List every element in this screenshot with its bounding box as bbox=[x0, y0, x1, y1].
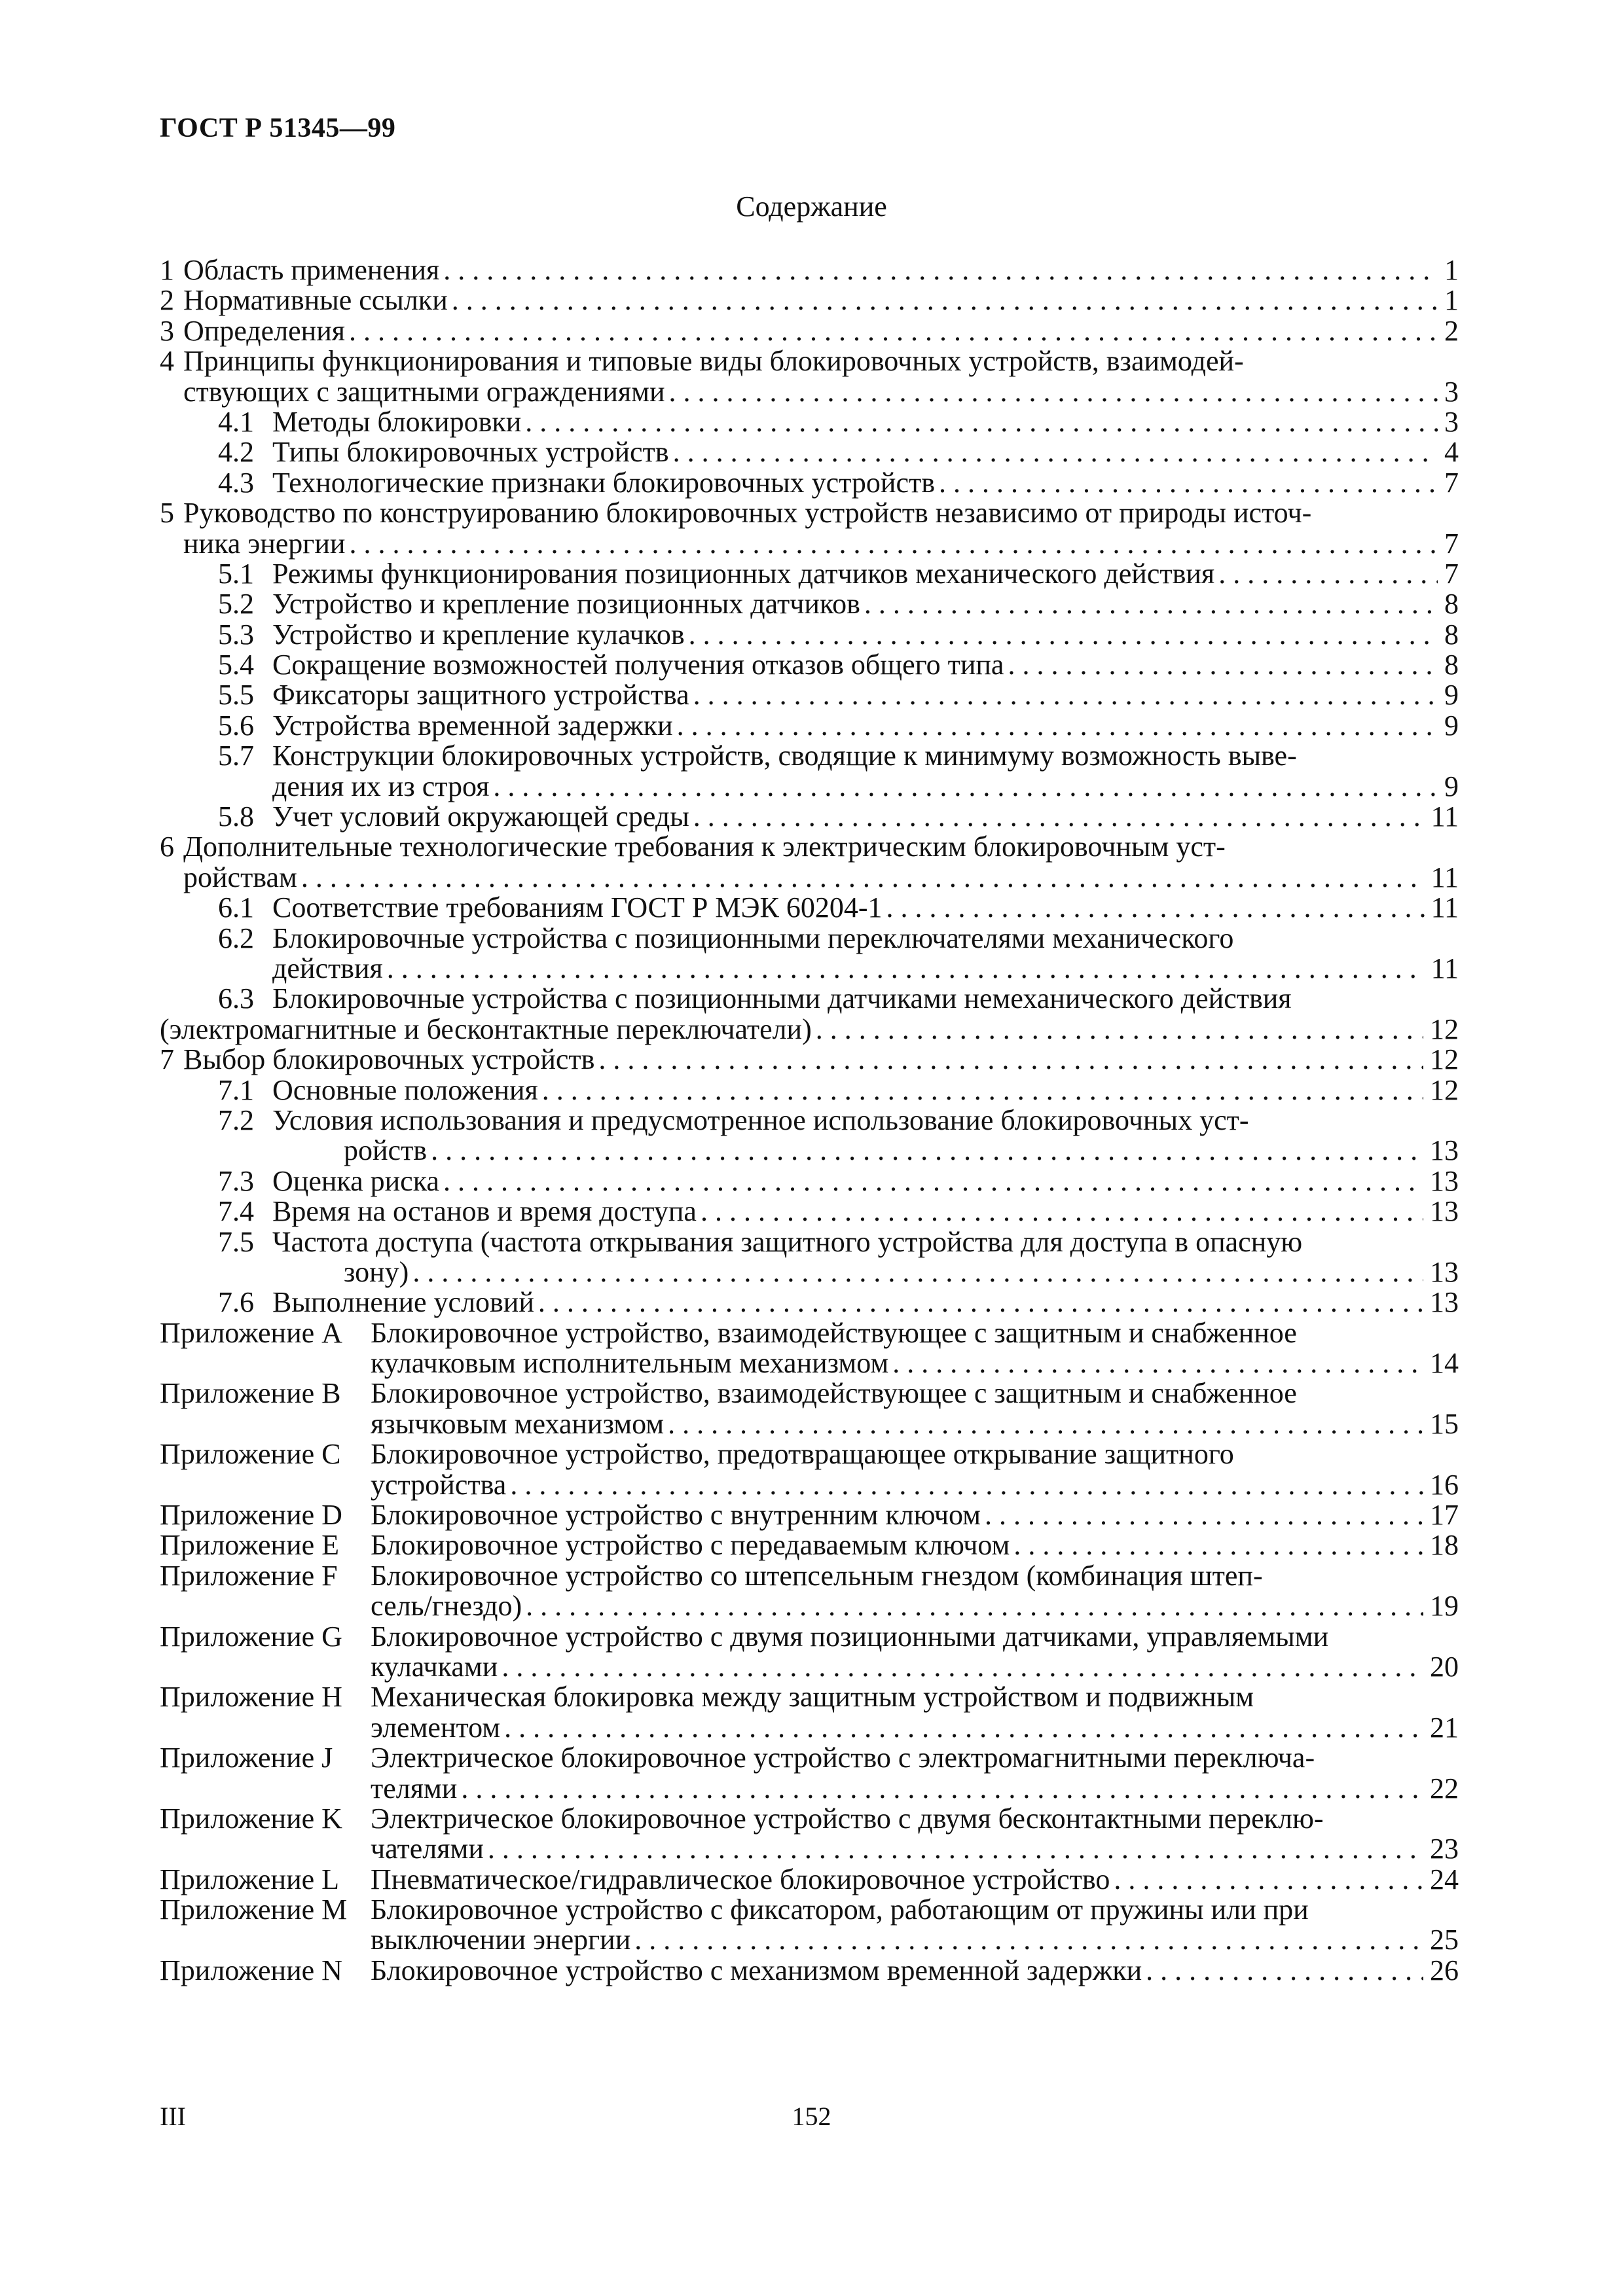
toc-entry-label: кулачками bbox=[371, 1650, 498, 1683]
toc-line bbox=[0, 1287, 1623, 1318]
dot-leader bbox=[673, 711, 1438, 741]
toc-entry bbox=[371, 1956, 1459, 1986]
toc-page-number: 7 bbox=[1444, 557, 1459, 590]
toc-entry-label: Блокировочное устройство, взаимодействующее с защитным и снабженное bbox=[371, 1316, 1297, 1349]
toc-line bbox=[0, 1257, 1623, 1287]
dot-leader bbox=[522, 1591, 1423, 1621]
toc-entry-label: Режимы функционирования позиционных датчиков механического действия bbox=[272, 557, 1215, 590]
toc-number: 2 bbox=[160, 284, 174, 317]
toc-number: Приложение C bbox=[160, 1438, 341, 1471]
toc-page-number: 13 bbox=[1430, 1255, 1459, 1288]
toc-page-number: 7 bbox=[1444, 466, 1459, 499]
toc-page-number: 14 bbox=[1430, 1347, 1459, 1380]
toc-entry-label: зону) bbox=[344, 1255, 409, 1288]
toc-entry bbox=[272, 802, 1459, 832]
toc-number: 5.1 bbox=[218, 557, 254, 590]
toc-page-number: 3 bbox=[1444, 405, 1459, 438]
toc-page-number: 19 bbox=[1430, 1590, 1459, 1623]
toc-page-number: 12 bbox=[1430, 1073, 1459, 1106]
toc-line bbox=[0, 589, 1623, 619]
dot-leader bbox=[448, 285, 1438, 315]
dot-leader bbox=[689, 680, 1438, 710]
toc-entry-label: Блокировочное устройство с передаваемым ключом bbox=[371, 1529, 1010, 1562]
dot-leader bbox=[883, 893, 1425, 923]
toc-entry-label: ствующих с защитными ограждениями bbox=[183, 375, 665, 408]
toc-entry-label: Руководство по конструированию блокировочных устройств независимо от природы источ- bbox=[183, 497, 1312, 529]
toc-line bbox=[0, 1439, 1623, 1469]
toc-entry bbox=[272, 437, 1459, 467]
toc-line bbox=[0, 802, 1623, 832]
toc-entry-label: Дополнительные технологические требования к электрическим блокировочным уст- bbox=[183, 831, 1226, 863]
toc-number: 7.5 bbox=[218, 1225, 254, 1258]
toc-number: 4.3 bbox=[218, 466, 254, 499]
toc-entry-label: Выполнение условий bbox=[272, 1286, 534, 1319]
toc-page-number: 11 bbox=[1431, 861, 1459, 893]
toc-entry-label: Время на останов и время доступа bbox=[272, 1195, 697, 1228]
toc-line bbox=[0, 1136, 1623, 1166]
toc-line bbox=[0, 559, 1623, 589]
toc-number: 3 bbox=[160, 314, 174, 347]
toc-line bbox=[0, 316, 1623, 346]
toc-entry-label: Устройства временной задержки bbox=[272, 709, 673, 742]
toc-entry-label: Блокировочное устройство со штепсельным гнездом (комбинация штеп- bbox=[371, 1559, 1263, 1592]
toc-entry bbox=[272, 711, 1459, 741]
dot-leader bbox=[669, 437, 1438, 467]
toc-entry bbox=[371, 1409, 1459, 1439]
dot-leader bbox=[594, 1045, 1423, 1075]
toc-entry-label: Типы блокировочных устройств bbox=[272, 436, 669, 469]
toc-page-number: 7 bbox=[1444, 527, 1459, 560]
toc-entry-label: выключении энергии bbox=[371, 1924, 631, 1956]
toc-number: 4.1 bbox=[218, 405, 254, 438]
toc-line bbox=[0, 437, 1623, 467]
toc-page-number: 8 bbox=[1444, 588, 1459, 620]
toc-line bbox=[0, 255, 1623, 285]
toc-entry-label: Определения bbox=[183, 314, 346, 347]
toc-page-number: 9 bbox=[1444, 709, 1459, 742]
toc-line bbox=[0, 285, 1623, 315]
toc-entry-label: телями bbox=[371, 1772, 458, 1804]
toc-entry bbox=[183, 529, 1459, 559]
toc-entry bbox=[344, 1136, 1459, 1166]
toc-entry bbox=[371, 1652, 1459, 1682]
toc-entry-label: Блокировочные устройства с позиционными датчиками немеханического действия bbox=[272, 982, 1292, 1015]
toc-entry-label: Устройство и крепление кулачков bbox=[272, 618, 685, 651]
dot-leader bbox=[689, 802, 1425, 832]
toc-page-number: 24 bbox=[1430, 1863, 1459, 1895]
toc-entry-label: Блокировочные устройства с позиционными переключателями механического bbox=[272, 922, 1234, 954]
toc-page-number: 22 bbox=[1430, 1772, 1459, 1804]
toc-entry bbox=[344, 1257, 1459, 1287]
toc-entry bbox=[272, 1287, 1459, 1318]
toc-number: 5.8 bbox=[218, 800, 254, 833]
toc-entry-label: Оценка риска bbox=[272, 1164, 439, 1197]
toc-line bbox=[0, 1166, 1623, 1196]
toc-entry bbox=[371, 1591, 1459, 1621]
toc-entry-label: Пневматическое/гидравлическое блокировочное устройство bbox=[371, 1863, 1110, 1895]
dot-leader bbox=[506, 1470, 1423, 1500]
toc-entry-label: Учет условий окружающей среды bbox=[272, 800, 689, 833]
toc-page-number: 13 bbox=[1430, 1286, 1459, 1319]
toc-page-number: 23 bbox=[1430, 1833, 1459, 1865]
toc-entry bbox=[371, 1500, 1459, 1530]
toc-line bbox=[0, 1956, 1623, 1986]
toc-page-number: 12 bbox=[1430, 1043, 1459, 1076]
toc-number: 4.2 bbox=[218, 436, 254, 469]
toc-entry-label: Блокировочное устройство с механизмом временной задержки bbox=[371, 1954, 1142, 1986]
toc-number: 5.7 bbox=[218, 740, 254, 772]
toc-page-number: 12 bbox=[1430, 1013, 1459, 1045]
dot-leader bbox=[935, 468, 1438, 498]
toc-number: 5.4 bbox=[218, 649, 254, 681]
toc-entry bbox=[371, 1713, 1459, 1743]
toc-number: Приложение E bbox=[160, 1529, 340, 1562]
toc-number: 1 bbox=[160, 254, 174, 286]
toc-page-number: 9 bbox=[1444, 679, 1459, 711]
toc-line bbox=[0, 1318, 1623, 1348]
toc-entry bbox=[371, 1470, 1459, 1500]
toc-number: 7.4 bbox=[218, 1195, 254, 1228]
toc-line bbox=[0, 620, 1623, 650]
toc-entry-label: Сокращение возможностей получения отказов общего типа bbox=[272, 649, 1004, 681]
toc-line bbox=[0, 1591, 1623, 1621]
toc-entry bbox=[272, 1166, 1459, 1196]
toc-number: 5.3 bbox=[218, 618, 254, 651]
toc-number: 4 bbox=[160, 345, 174, 378]
toc-line bbox=[0, 1652, 1623, 1682]
toc-number: Приложение F bbox=[160, 1559, 338, 1592]
toc-entry-label: Блокировочное устройство, взаимодействующее с защитным и снабженное bbox=[371, 1377, 1297, 1410]
toc-number: 6.1 bbox=[218, 891, 254, 924]
dot-leader bbox=[498, 1652, 1423, 1682]
toc-entry-label: Методы блокировки bbox=[272, 405, 522, 438]
toc-entry-label: Электрическое блокировочное устройство с электромагнитными переключа- bbox=[371, 1742, 1315, 1774]
toc-entry-label: Блокировочное устройство с внутренним ключом bbox=[371, 1499, 981, 1532]
toc-line bbox=[0, 984, 1623, 1014]
toc-number: Приложение K bbox=[160, 1802, 342, 1835]
toc-entry bbox=[371, 1530, 1459, 1560]
toc-page-number: 17 bbox=[1430, 1499, 1459, 1532]
toc-number: 6.2 bbox=[218, 922, 254, 954]
toc-line bbox=[0, 407, 1623, 437]
toc-entry-label: Механическая блокировка между защитным устройством и подвижным bbox=[371, 1681, 1254, 1713]
toc-entry-label: Устройство и крепление позиционных датчиков bbox=[272, 588, 860, 620]
toc-page-number: 26 bbox=[1430, 1954, 1459, 1986]
toc-line bbox=[0, 1865, 1623, 1895]
toc-line bbox=[0, 1713, 1623, 1743]
dot-leader bbox=[297, 863, 1425, 893]
dot-leader bbox=[383, 954, 1425, 984]
dot-leader bbox=[345, 529, 1438, 559]
dot-leader bbox=[538, 1075, 1423, 1105]
document-code: ГОСТ Р 51345—99 bbox=[160, 113, 396, 143]
toc-page-number: 13 bbox=[1430, 1195, 1459, 1228]
toc-line bbox=[0, 1804, 1623, 1834]
toc-entry-label: Блокировочное устройство с фиксатором, работающим от пружины или при bbox=[371, 1893, 1309, 1926]
dot-leader bbox=[888, 1348, 1423, 1378]
toc-line bbox=[0, 680, 1623, 710]
toc-entry-label: (электромагнитные и бесконтактные переключатели) bbox=[160, 1013, 812, 1045]
toc-line bbox=[0, 924, 1623, 954]
toc-entry-label: действия bbox=[272, 952, 383, 984]
toc-entry bbox=[371, 1348, 1459, 1378]
toc-page-number: 9 bbox=[1444, 770, 1459, 802]
toc-page-number: 8 bbox=[1444, 618, 1459, 651]
toc-entry-label: язычковым механизмом bbox=[371, 1407, 665, 1440]
dot-leader bbox=[439, 1166, 1423, 1196]
toc-line bbox=[0, 1895, 1623, 1925]
dot-leader bbox=[665, 377, 1438, 407]
toc-number: 7.2 bbox=[218, 1103, 254, 1136]
toc-entry bbox=[160, 1014, 1459, 1045]
toc-line bbox=[0, 1470, 1623, 1500]
dot-leader bbox=[427, 1136, 1423, 1166]
toc-line bbox=[0, 1622, 1623, 1652]
dot-leader bbox=[664, 1409, 1423, 1439]
toc-page-number: 25 bbox=[1430, 1924, 1459, 1956]
toc-line bbox=[0, 863, 1623, 893]
dot-leader bbox=[409, 1257, 1423, 1287]
toc-page-number: 8 bbox=[1444, 649, 1459, 681]
dot-leader bbox=[860, 589, 1438, 619]
toc-line bbox=[0, 1925, 1623, 1955]
toc-line bbox=[0, 741, 1623, 771]
toc-entry bbox=[371, 1774, 1459, 1804]
dot-leader bbox=[1142, 1956, 1423, 1986]
toc-number: Приложение L bbox=[160, 1863, 340, 1895]
toc-number: 7.1 bbox=[218, 1073, 254, 1106]
toc-entry bbox=[183, 255, 1459, 285]
toc-page-number: 11 bbox=[1431, 800, 1459, 833]
toc-line bbox=[0, 1378, 1623, 1408]
toc-line bbox=[0, 711, 1623, 741]
toc-line bbox=[0, 1227, 1623, 1257]
toc-page-number: 2 bbox=[1444, 314, 1459, 347]
toc-number: Приложение B bbox=[160, 1377, 341, 1410]
dot-leader bbox=[630, 1925, 1423, 1955]
toc-entry-label: Частота доступа (частота открывания защитного устройства для доступа в опасную bbox=[272, 1225, 1303, 1258]
toc-line bbox=[0, 832, 1623, 862]
toc-entry bbox=[371, 1925, 1459, 1955]
dot-leader bbox=[521, 407, 1438, 437]
toc-entry bbox=[272, 589, 1459, 619]
toc-entry bbox=[183, 285, 1459, 315]
toc-entry bbox=[272, 680, 1459, 710]
toc-page-number: 1 bbox=[1444, 254, 1459, 286]
toc-line bbox=[0, 1196, 1623, 1227]
toc-entry-label: ройств bbox=[344, 1134, 428, 1167]
toc-number: Приложение H bbox=[160, 1681, 342, 1713]
dot-leader bbox=[1004, 650, 1438, 680]
toc-entry-label: чателями bbox=[371, 1833, 484, 1865]
toc-entry bbox=[272, 1196, 1459, 1227]
toc-line bbox=[0, 377, 1623, 407]
toc-entry bbox=[272, 893, 1459, 923]
toc-entry bbox=[183, 377, 1459, 407]
dot-leader bbox=[500, 1713, 1423, 1743]
toc-line bbox=[0, 954, 1623, 984]
toc-entry-label: Технологические признаки блокировочных устройств bbox=[272, 466, 935, 499]
toc-line bbox=[0, 1014, 1623, 1045]
toc-line bbox=[0, 1561, 1623, 1591]
toc-number: 6.3 bbox=[218, 982, 254, 1015]
dot-leader bbox=[457, 1774, 1423, 1804]
toc-entry bbox=[272, 407, 1459, 437]
toc-line bbox=[0, 893, 1623, 923]
table-of-contents bbox=[0, 255, 1623, 1986]
toc-entry-label: Соответствие требованиям ГОСТ Р МЭК 60204-1 bbox=[272, 891, 883, 924]
toc-page-number: 3 bbox=[1444, 375, 1459, 408]
toc-entry-label: Конструкции блокировочных устройств, сводящие к минимуму возможность выве- bbox=[272, 740, 1297, 772]
toc-page-number: 1 bbox=[1444, 284, 1459, 317]
toc-number: 7.3 bbox=[218, 1164, 254, 1197]
toc-line bbox=[0, 650, 1623, 680]
toc-entry-label: Условия использования и предусмотренное использование блокировочных уст- bbox=[272, 1103, 1249, 1136]
toc-entry-label: дения их из строя bbox=[272, 770, 490, 802]
toc-entry-label: Принципы функционирования и типовые виды блокировочных устройств, взаимодей- bbox=[183, 345, 1244, 378]
toc-entry-label: ника энергии bbox=[183, 527, 346, 560]
toc-entry bbox=[272, 559, 1459, 589]
toc-entry bbox=[183, 316, 1459, 346]
toc-entry-label: Область применения bbox=[183, 254, 440, 286]
toc-line bbox=[0, 1075, 1623, 1105]
toc-entry bbox=[272, 1075, 1459, 1105]
toc-entry-label: Фиксаторы защитного устройства bbox=[272, 679, 689, 711]
toc-page-number: 18 bbox=[1430, 1529, 1459, 1562]
toc-entry-label: Блокировочное устройство, предотвращающее открывание защитного bbox=[371, 1438, 1234, 1471]
toc-entry-label: Нормативные ссылки bbox=[183, 284, 448, 317]
toc-page-number: 13 bbox=[1430, 1134, 1459, 1167]
toc-number: 5.5 bbox=[218, 679, 254, 711]
toc-entry-label: сель/гнездо) bbox=[371, 1590, 522, 1623]
toc-number: 7.6 bbox=[218, 1286, 254, 1319]
toc-line bbox=[0, 772, 1623, 802]
toc-line bbox=[0, 1045, 1623, 1075]
toc-number: Приложение J bbox=[160, 1742, 333, 1774]
toc-line bbox=[0, 498, 1623, 528]
toc-line bbox=[0, 1500, 1623, 1530]
toc-number: Приложение M bbox=[160, 1893, 348, 1926]
toc-number: 7 bbox=[160, 1043, 174, 1076]
toc-number: Приложение A bbox=[160, 1316, 342, 1349]
toc-line bbox=[0, 1774, 1623, 1804]
toc-entry-label: ройствам bbox=[183, 861, 297, 893]
toc-number: Приложение D bbox=[160, 1499, 342, 1532]
toc-entry-label: элементом bbox=[371, 1711, 501, 1744]
toc-line bbox=[0, 468, 1623, 498]
toc-entry bbox=[272, 620, 1459, 650]
toc-entry-label: Электрическое блокировочное устройство с двумя бесконтактными переклю- bbox=[371, 1802, 1324, 1835]
toc-number: 6 bbox=[160, 831, 174, 863]
dot-leader bbox=[439, 255, 1438, 285]
dot-leader bbox=[1110, 1865, 1423, 1895]
toc-line bbox=[0, 1682, 1623, 1712]
toc-page-number: 15 bbox=[1430, 1407, 1459, 1440]
toc-entry bbox=[272, 954, 1459, 984]
toc-number: 5.6 bbox=[218, 709, 254, 742]
toc-number: 5.2 bbox=[218, 588, 254, 620]
toc-page-number: 13 bbox=[1430, 1164, 1459, 1197]
toc-page-number: 11 bbox=[1431, 952, 1459, 984]
toc-entry bbox=[371, 1865, 1459, 1895]
toc-page-number: 21 bbox=[1430, 1711, 1459, 1744]
toc-entry bbox=[272, 650, 1459, 680]
toc-line bbox=[0, 1348, 1623, 1378]
toc-line bbox=[0, 1834, 1623, 1864]
toc-entry bbox=[371, 1834, 1459, 1864]
dot-leader bbox=[489, 772, 1438, 802]
toc-number: Приложение G bbox=[160, 1620, 342, 1653]
dot-leader bbox=[812, 1014, 1423, 1045]
toc-page-number: 11 bbox=[1431, 891, 1459, 924]
dot-leader bbox=[685, 620, 1438, 650]
toc-number: 5 bbox=[160, 497, 174, 529]
dot-leader bbox=[981, 1500, 1423, 1530]
toc-entry bbox=[272, 468, 1459, 498]
toc-line bbox=[0, 529, 1623, 559]
toc-number: Приложение N bbox=[160, 1954, 342, 1986]
toc-page-number: 4 bbox=[1444, 436, 1459, 469]
toc-entry bbox=[183, 863, 1459, 893]
toc-page-number: 16 bbox=[1430, 1468, 1459, 1501]
toc-entry bbox=[272, 772, 1459, 802]
toc-line bbox=[0, 1105, 1623, 1136]
roman-page-number: III bbox=[160, 2102, 186, 2131]
dot-leader bbox=[1214, 559, 1438, 589]
toc-entry-label: Основные положения bbox=[272, 1073, 538, 1106]
toc-page-number: 20 bbox=[1430, 1650, 1459, 1683]
toc-entry-label: устройства bbox=[371, 1468, 507, 1501]
toc-line bbox=[0, 1409, 1623, 1439]
toc-line bbox=[0, 346, 1623, 376]
toc-entry-label: Блокировочное устройство с двумя позиционными датчиками, управляемыми bbox=[371, 1620, 1329, 1653]
dot-leader bbox=[534, 1287, 1423, 1318]
dot-leader bbox=[1010, 1530, 1423, 1560]
toc-entry bbox=[183, 1045, 1459, 1075]
toc-title: Содержание bbox=[736, 190, 887, 223]
toc-entry-label: кулачковым исполнительным механизмом bbox=[371, 1347, 889, 1380]
toc-line bbox=[0, 1743, 1623, 1773]
page-number: 152 bbox=[792, 2102, 831, 2131]
toc-line bbox=[0, 1530, 1623, 1560]
dot-leader bbox=[484, 1834, 1423, 1864]
dot-leader bbox=[697, 1196, 1423, 1227]
dot-leader bbox=[345, 316, 1438, 346]
toc-entry-label: Выбор блокировочных устройств bbox=[183, 1043, 595, 1076]
